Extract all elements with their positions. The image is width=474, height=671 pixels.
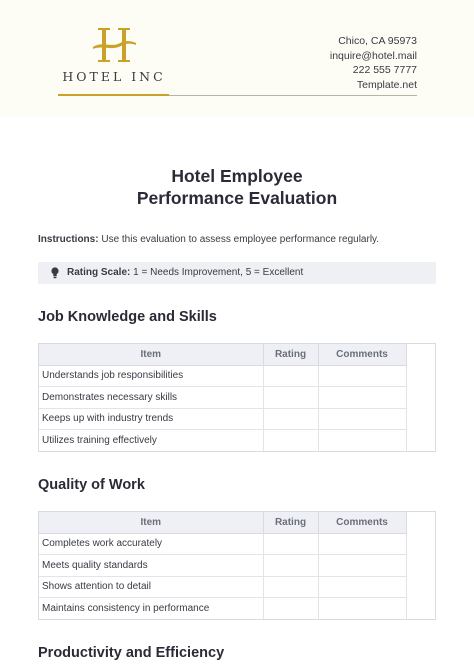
rating-cell[interactable] — [263, 555, 318, 577]
rating-cell[interactable] — [263, 387, 318, 409]
lightbulb-icon — [51, 267, 59, 279]
item-cell: Maintains consistency in performance — [39, 598, 263, 620]
instructions — [38, 234, 379, 245]
contact-block — [330, 34, 417, 93]
table-row — [39, 365, 406, 387]
section-title-productivity: Productivity and Efficiency — [38, 645, 225, 661]
comments-cell[interactable] — [318, 387, 406, 409]
column-header-rating: Rating — [263, 512, 318, 533]
rating-cell[interactable] — [263, 576, 318, 598]
quality-of-work-table — [38, 511, 436, 620]
column-header-comments: Comments — [318, 512, 406, 533]
rating-scale-label: Rating Scale: — [67, 267, 131, 278]
item-cell: Shows attention to detail — [39, 576, 263, 598]
table-row — [39, 533, 406, 555]
table-row — [39, 555, 406, 577]
instructions-text: Use this evaluation to assess employee performance regularly. — [98, 234, 380, 245]
column-header-comments: Comments — [318, 344, 406, 365]
rating-cell[interactable] — [263, 598, 318, 620]
instructions-label: Instructions: — [38, 234, 99, 245]
item-cell: Understands job responsibilities — [39, 365, 263, 387]
header-divider-accent — [58, 94, 169, 96]
rating-scale-value: 1 = Needs Improvement, 5 = Excellent — [130, 267, 304, 278]
rating-cell[interactable] — [263, 533, 318, 555]
comments-cell[interactable] — [318, 598, 406, 620]
table-header-row — [39, 512, 406, 533]
comments-cell[interactable] — [318, 576, 406, 598]
section-title-job-knowledge: Job Knowledge and Skills — [38, 309, 217, 325]
monogram-h-icon — [90, 26, 138, 64]
comments-cell[interactable] — [318, 533, 406, 555]
brand-name: HOTEL INC — [62, 69, 166, 84]
table-row — [39, 598, 406, 620]
comments-cell[interactable] — [318, 555, 406, 577]
item-cell: Demonstrates necessary skills — [39, 387, 263, 409]
rating-scale-text — [67, 267, 303, 278]
table-row — [39, 408, 406, 430]
rating-cell[interactable] — [263, 430, 318, 452]
column-header-item: Item — [39, 344, 263, 365]
title-line-2: Performance Evaluation — [136, 188, 338, 208]
table-row — [39, 387, 406, 409]
item-cell: Completes work accurately — [39, 533, 263, 555]
rating-cell[interactable] — [263, 408, 318, 430]
item-cell: Utilizes training effectively — [39, 430, 263, 452]
comments-cell[interactable] — [318, 408, 406, 430]
contact-address: Chico, CA 95973 — [338, 35, 417, 47]
contact-phone: 222 555 7777 — [352, 64, 417, 77]
table-row — [39, 576, 406, 598]
page-title — [0, 165, 474, 209]
job-knowledge-table — [38, 343, 436, 452]
table-row — [39, 430, 406, 452]
item-cell: Keeps up with industry trends — [39, 408, 263, 430]
column-header-rating: Rating — [263, 344, 318, 365]
rating-cell[interactable] — [263, 365, 318, 387]
item-cell: Meets quality standards — [39, 555, 263, 577]
comments-cell[interactable] — [318, 430, 406, 452]
contact-website[interactable]: Template.net — [356, 79, 417, 92]
rating-scale-callout — [38, 262, 436, 284]
title-line-1: Hotel Employee — [171, 166, 303, 186]
table-header-row — [39, 344, 406, 365]
section-title-quality-of-work: Quality of Work — [38, 477, 145, 493]
column-header-item: Item — [39, 512, 263, 533]
letterhead — [0, 0, 474, 117]
contact-email[interactable]: inquire@hotel.mail — [329, 49, 417, 62]
comments-cell[interactable] — [318, 365, 406, 387]
